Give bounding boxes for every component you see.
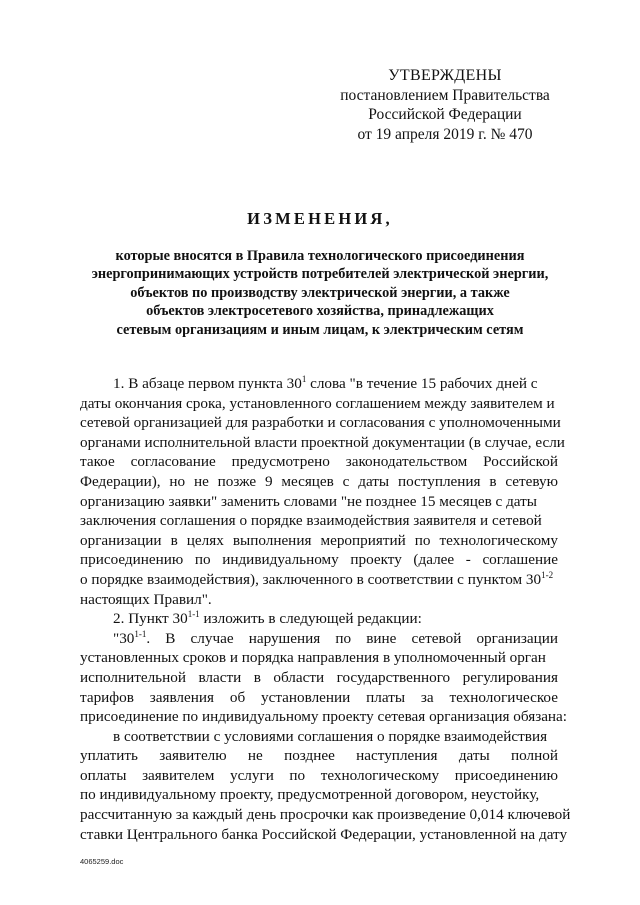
word: регулирования <box>462 668 558 686</box>
word: месяцев <box>281 472 334 490</box>
word: даты <box>458 747 490 765</box>
approval-line-1: постановлением Правительства <box>340 86 550 104</box>
body-line: организацию заявки" заменить словами "не позднее 15 месяцев с даты <box>80 492 537 510</box>
superscript: 1-1 <box>134 628 147 639</box>
body-line: рассчитанную за каждый день просрочки как произведение 0,014 ключевой <box>80 806 571 824</box>
text-run: "30 <box>113 629 135 647</box>
word: индивидуальному <box>222 551 339 569</box>
superscript: 1-2 <box>541 569 554 580</box>
word: Федерации), <box>80 472 161 490</box>
word: оплаты <box>80 766 127 784</box>
word: соглашение <box>482 551 558 569</box>
document-subtitle <box>40 247 600 339</box>
word: уплатить <box>80 747 138 765</box>
subtitle-line: энергопринимающих устройств потребителей электрической энергии, <box>91 266 549 283</box>
word: тарифов <box>80 688 134 706</box>
word: по <box>335 629 352 647</box>
word: позже <box>217 472 257 490</box>
word: технологическому <box>320 766 440 784</box>
word: области <box>273 668 325 686</box>
word: государственного <box>336 668 451 686</box>
word: целях <box>186 531 224 549</box>
body-line-justified <box>80 668 558 688</box>
word: . <box>146 629 151 647</box>
text-run: изложить в следующей редакции: <box>199 610 422 628</box>
word: технологическое <box>449 688 558 706</box>
body-line <box>80 609 558 629</box>
word: организации <box>80 531 162 549</box>
body-line: сетевой организацией для разработки и согласования с уполномоченными <box>80 414 561 432</box>
word: заявителем <box>142 766 215 784</box>
word: об <box>229 688 246 706</box>
approval-line-3: от 19 апреля 2019 г. № 470 <box>357 125 533 143</box>
word: в <box>170 531 178 549</box>
approval-line-2: Российской Федерации <box>368 106 522 123</box>
word: В <box>165 629 176 647</box>
body-line: присоединение по индивидуальному проекту сетевая организация обязана: <box>80 708 568 726</box>
text-run: слова "в течение 15 рабочих дней с <box>306 375 538 392</box>
body-line: установленных сроков и порядка направления в уполномоченный орган <box>80 649 546 667</box>
word: в <box>489 472 497 490</box>
word: такое <box>80 453 115 471</box>
word: платы <box>366 688 406 706</box>
word: власти <box>198 668 242 686</box>
text-run-justified <box>146 629 558 649</box>
body-line: органами исполнительной власти проектной документации (в случае, если <box>80 433 565 451</box>
body-line: ставки Центрального банка Российской Федерации, установленной на дату <box>80 825 568 843</box>
word: технологическому <box>439 531 558 549</box>
word: в <box>253 668 261 686</box>
subtitle-line: сетевым организациям и иным лицам, к электрическим сетям <box>116 321 524 338</box>
word: не <box>193 472 209 490</box>
word: но <box>169 472 186 490</box>
body-line <box>80 374 558 394</box>
word: выполнения <box>232 531 312 549</box>
word: заявления <box>149 688 214 706</box>
word: позднее <box>284 747 335 765</box>
word: сетевой <box>411 629 462 647</box>
word: услуги <box>229 766 274 784</box>
word: сетевую <box>505 472 558 490</box>
word: присоединению <box>454 766 558 784</box>
word: мероприятий <box>320 531 406 549</box>
subtitle-line: объектов электросетевого хозяйства, принадлежащих <box>146 303 494 320</box>
word: с <box>342 472 350 490</box>
word: - <box>465 551 471 569</box>
word: нарушения <box>248 629 321 647</box>
document-body <box>80 374 571 844</box>
word: 9 <box>264 472 273 490</box>
word: за <box>420 688 434 706</box>
text-run: 1. В абзаце первом пункта 30 <box>113 375 302 392</box>
word: не <box>247 747 263 765</box>
word: случае <box>190 629 234 647</box>
body-line: заключения соглашения о порядке взаимодействия заявителя и сетевой <box>80 512 542 530</box>
word: вине <box>366 629 397 647</box>
subtitle-line: объектов по производству электрической энергии, а также <box>130 284 510 301</box>
word: Российской <box>483 453 558 471</box>
text-run: о порядке взаимодействия), заключенного в соответствии с пунктом 30 <box>80 570 542 588</box>
approval-block <box>330 66 560 144</box>
word: организации <box>476 629 558 647</box>
body-line-justified <box>80 688 558 708</box>
word: проекту <box>350 551 402 569</box>
body-line: в соответствии с условиями соглашения о порядке взаимодействия <box>113 727 548 745</box>
word: установлении <box>261 688 351 706</box>
word: по <box>289 766 306 784</box>
word: наступления <box>356 747 438 765</box>
body-line: по индивидуальному проекту, предусмотренной договором, неустойку, <box>80 786 540 804</box>
word: согласование <box>130 453 216 471</box>
body-line-justified <box>80 531 558 551</box>
word: (далее <box>413 551 455 569</box>
body-line <box>80 570 558 590</box>
body-line-justified <box>80 472 558 492</box>
document-title: ИЗМЕНЕНИЯ, <box>247 209 393 228</box>
word: полной <box>511 747 558 765</box>
word: присоединению <box>80 551 184 569</box>
approval-heading: УТВЕРЖДЕНЫ <box>388 67 502 84</box>
body-line <box>80 629 558 649</box>
file-name-footer: 4065259.doc <box>80 857 124 866</box>
word: законодательством <box>345 453 468 471</box>
word: по <box>414 531 431 549</box>
body-line-justified <box>80 746 558 766</box>
word: поступления <box>397 472 481 490</box>
text-run: 2. Пункт 30 <box>113 610 188 628</box>
body-line: даты окончания срока, установленного соглашением между заявителем и <box>80 394 555 412</box>
subtitle-line: которые вносятся в Правила технологического присоединения <box>115 248 525 264</box>
word: даты <box>358 472 390 490</box>
superscript: 1-1 <box>187 609 200 620</box>
word: по <box>194 551 211 569</box>
body-line-justified <box>80 550 558 570</box>
body-line-justified <box>80 766 558 786</box>
superscript: 1 <box>301 374 307 384</box>
word: заявителю <box>159 747 227 765</box>
word: исполнительной <box>80 668 186 686</box>
word: предусмотрено <box>231 453 330 471</box>
body-line-justified <box>80 452 558 472</box>
body-line: настоящих Правил". <box>80 590 212 608</box>
